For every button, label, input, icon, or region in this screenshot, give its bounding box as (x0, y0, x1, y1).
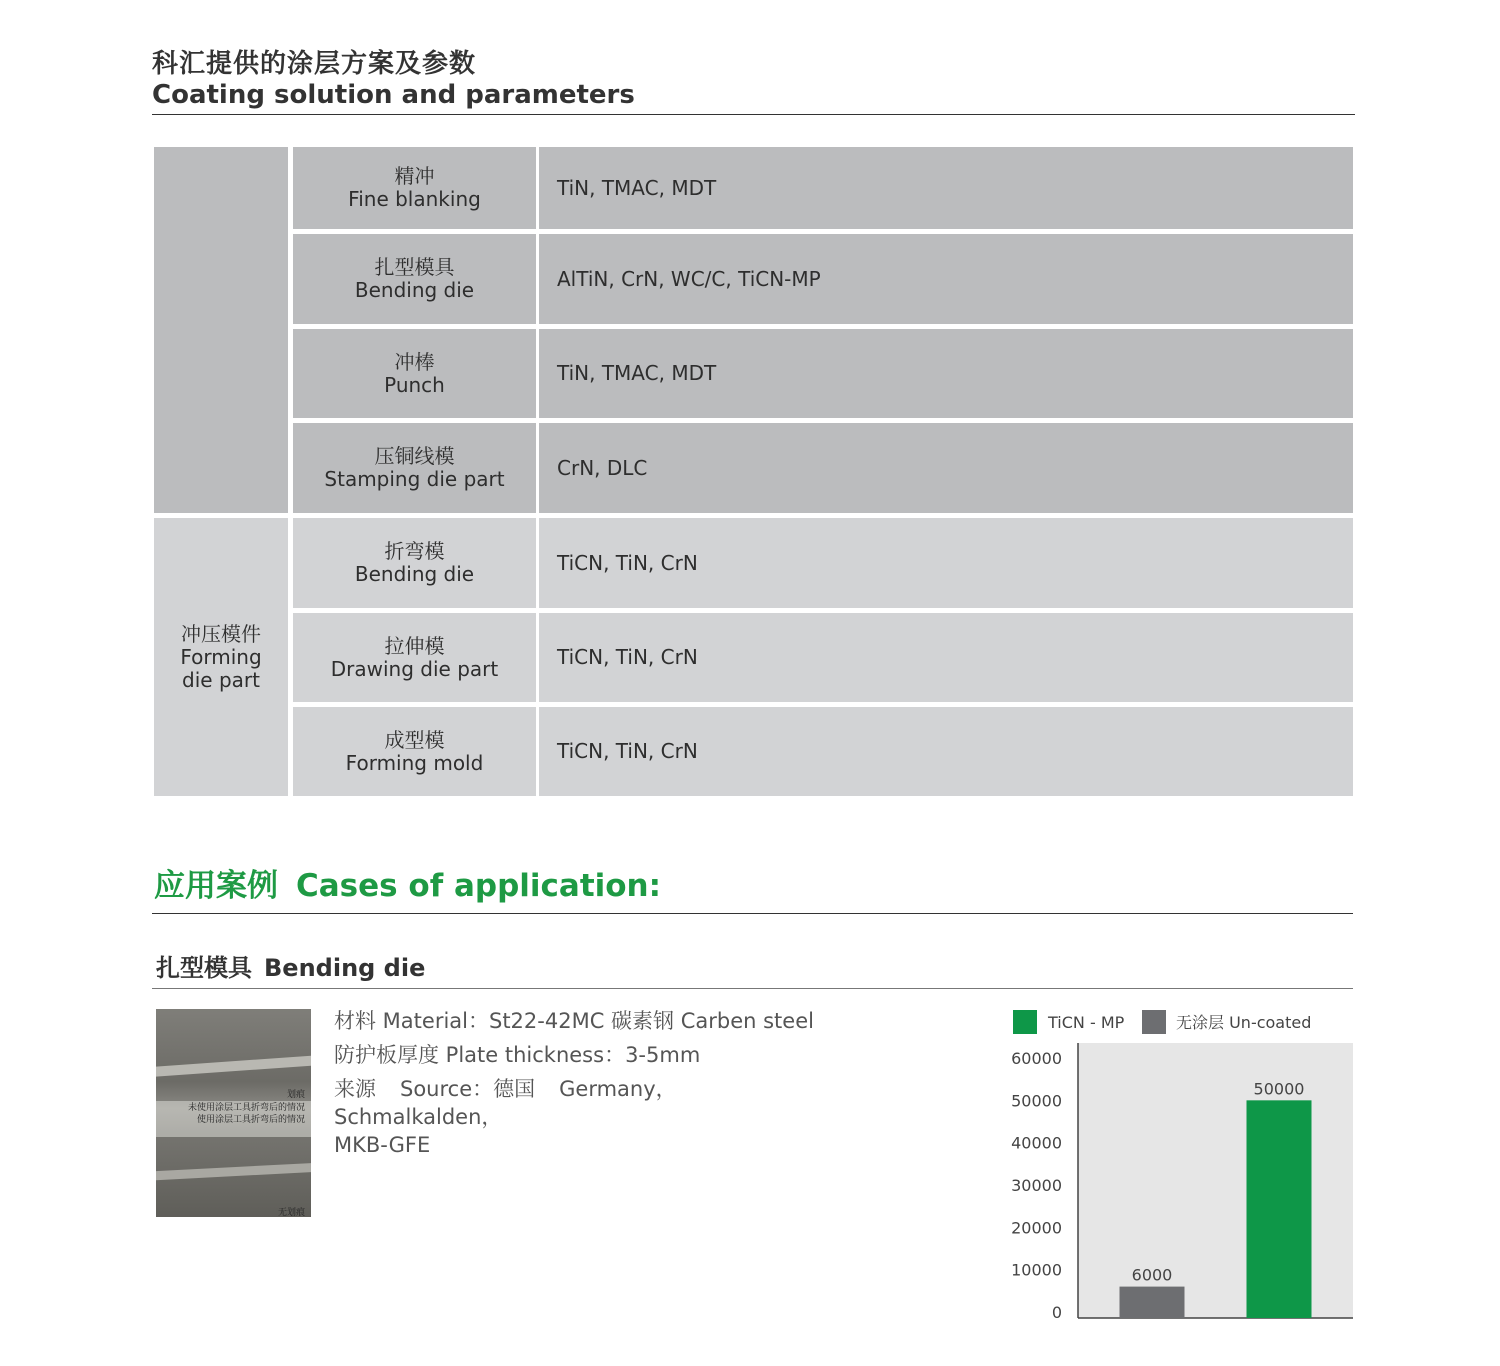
page-title-en: Coating solution and parameters (152, 80, 635, 110)
application-en: Fine blanking (348, 187, 481, 211)
legend-label-uncoated: 无涂层 Un-coated (1176, 1013, 1312, 1032)
application-en: Forming mold (345, 750, 484, 775)
case-title-en: Bending die (264, 954, 426, 982)
page-header (152, 48, 635, 110)
case-subtitle (156, 952, 425, 984)
application-en: Bending die (354, 562, 475, 586)
photo-die-edge-bottom (156, 1162, 311, 1180)
category-label-line: die part (182, 667, 260, 692)
application-cn: 压铜线模 (374, 444, 455, 468)
coatings-cell: TiCN, TiN, CrN (539, 707, 1353, 796)
page-title-cn: 科汇提供的涂层方案及参数 (152, 49, 477, 79)
application-cell (293, 234, 536, 324)
category-cell (154, 518, 288, 796)
plot-area (1078, 1043, 1353, 1318)
legend-swatch-uncoated (1142, 1010, 1166, 1034)
category-cell (154, 147, 288, 513)
y-tick-label: 50000 (1011, 1091, 1062, 1111)
bar-0 (1120, 1287, 1185, 1318)
photo-label-uncoated: 未使用涂层工具折弯后的情况 (187, 1103, 305, 1113)
case-source-company: MKB-GFE (334, 1133, 431, 1157)
category-label-line: Forming (180, 644, 262, 669)
bar-data-label: 50000 (1253, 1079, 1305, 1099)
coating-table (154, 147, 1353, 792)
y-tick-label: 0 (1051, 1303, 1062, 1322)
bar-chart (1000, 1040, 1356, 1330)
application-cn: 冲棒 (394, 349, 435, 374)
cases-section-title (154, 866, 661, 906)
photo-label-scratch: 划痕 (286, 1090, 305, 1100)
application-cell (293, 707, 536, 796)
y-tick-label: 20000 (1011, 1218, 1062, 1238)
cases-title-en: Cases of application: (296, 868, 662, 904)
application-cell (293, 518, 536, 608)
case-photo (156, 1009, 311, 1217)
legend-swatch-ticn (1013, 1010, 1037, 1034)
application-cell (293, 147, 536, 229)
photo-die-edge-top (156, 1055, 311, 1078)
application-cn: 拉伸模 (384, 633, 445, 658)
category-label-line: 冲压模件 (181, 621, 261, 646)
coatings-cell: AlTiN, CrN, WC/C, TiCN-MP (539, 234, 1353, 324)
coatings-cell: TiCN, TiN, CrN (539, 518, 1353, 608)
application-en: Bending die (354, 278, 475, 302)
coatings-cell: CrN, DLC (539, 423, 1353, 513)
y-tick-label: 10000 (1011, 1260, 1062, 1280)
application-cell (293, 613, 536, 702)
application-cell (293, 423, 536, 513)
coatings-cell: TiN, TMAC, MDT (539, 147, 1353, 229)
application-en: Drawing die part (330, 656, 499, 681)
application-cn: 折弯模 (384, 539, 445, 563)
case-source-location: Germany，Schmalkalden， (334, 1077, 677, 1129)
coatings-cell: TiN, TMAC, MDT (539, 329, 1353, 418)
header-divider (152, 114, 1355, 115)
case-source (334, 1075, 824, 1159)
y-tick-label: 40000 (1011, 1133, 1062, 1153)
case-title-cn: 扎型模具 (156, 954, 252, 982)
y-tick-label: 30000 (1011, 1176, 1062, 1195)
cases-title-cn: 应用案例 (154, 868, 278, 904)
y-tick-label: 60000 (1011, 1049, 1062, 1068)
application-cn: 精冲 (394, 164, 435, 188)
cases-divider (152, 913, 1353, 914)
case-material: 材料 Material：St22-42MC 碳素钢 Carben steel (334, 1009, 814, 1033)
case-source-text: Source：德国 (400, 1077, 536, 1101)
case-details (334, 1004, 824, 1159)
photo-label-no-scratch: 无划痕 (277, 1208, 305, 1217)
case-divider (152, 988, 1353, 989)
case-thickness: 防护板厚度 Plate thickness：3-5mm (334, 1043, 701, 1067)
application-cn: 成型模 (384, 727, 445, 752)
case-source-label: 来源 (334, 1077, 376, 1101)
application-cn: 扎型模具 (374, 255, 455, 279)
legend-label-ticn: TiCN - MP (1048, 1013, 1125, 1032)
application-cell (293, 329, 536, 418)
bar-1 (1247, 1100, 1312, 1318)
application-en: Punch (384, 372, 445, 397)
photo-label-coated: 使用涂层工具折弯后的情况 (196, 1115, 305, 1125)
coatings-cell: TiCN, TiN, CrN (539, 613, 1353, 702)
application-en: Stamping die part (324, 467, 505, 491)
bar-data-label: 6000 (1131, 1265, 1173, 1285)
